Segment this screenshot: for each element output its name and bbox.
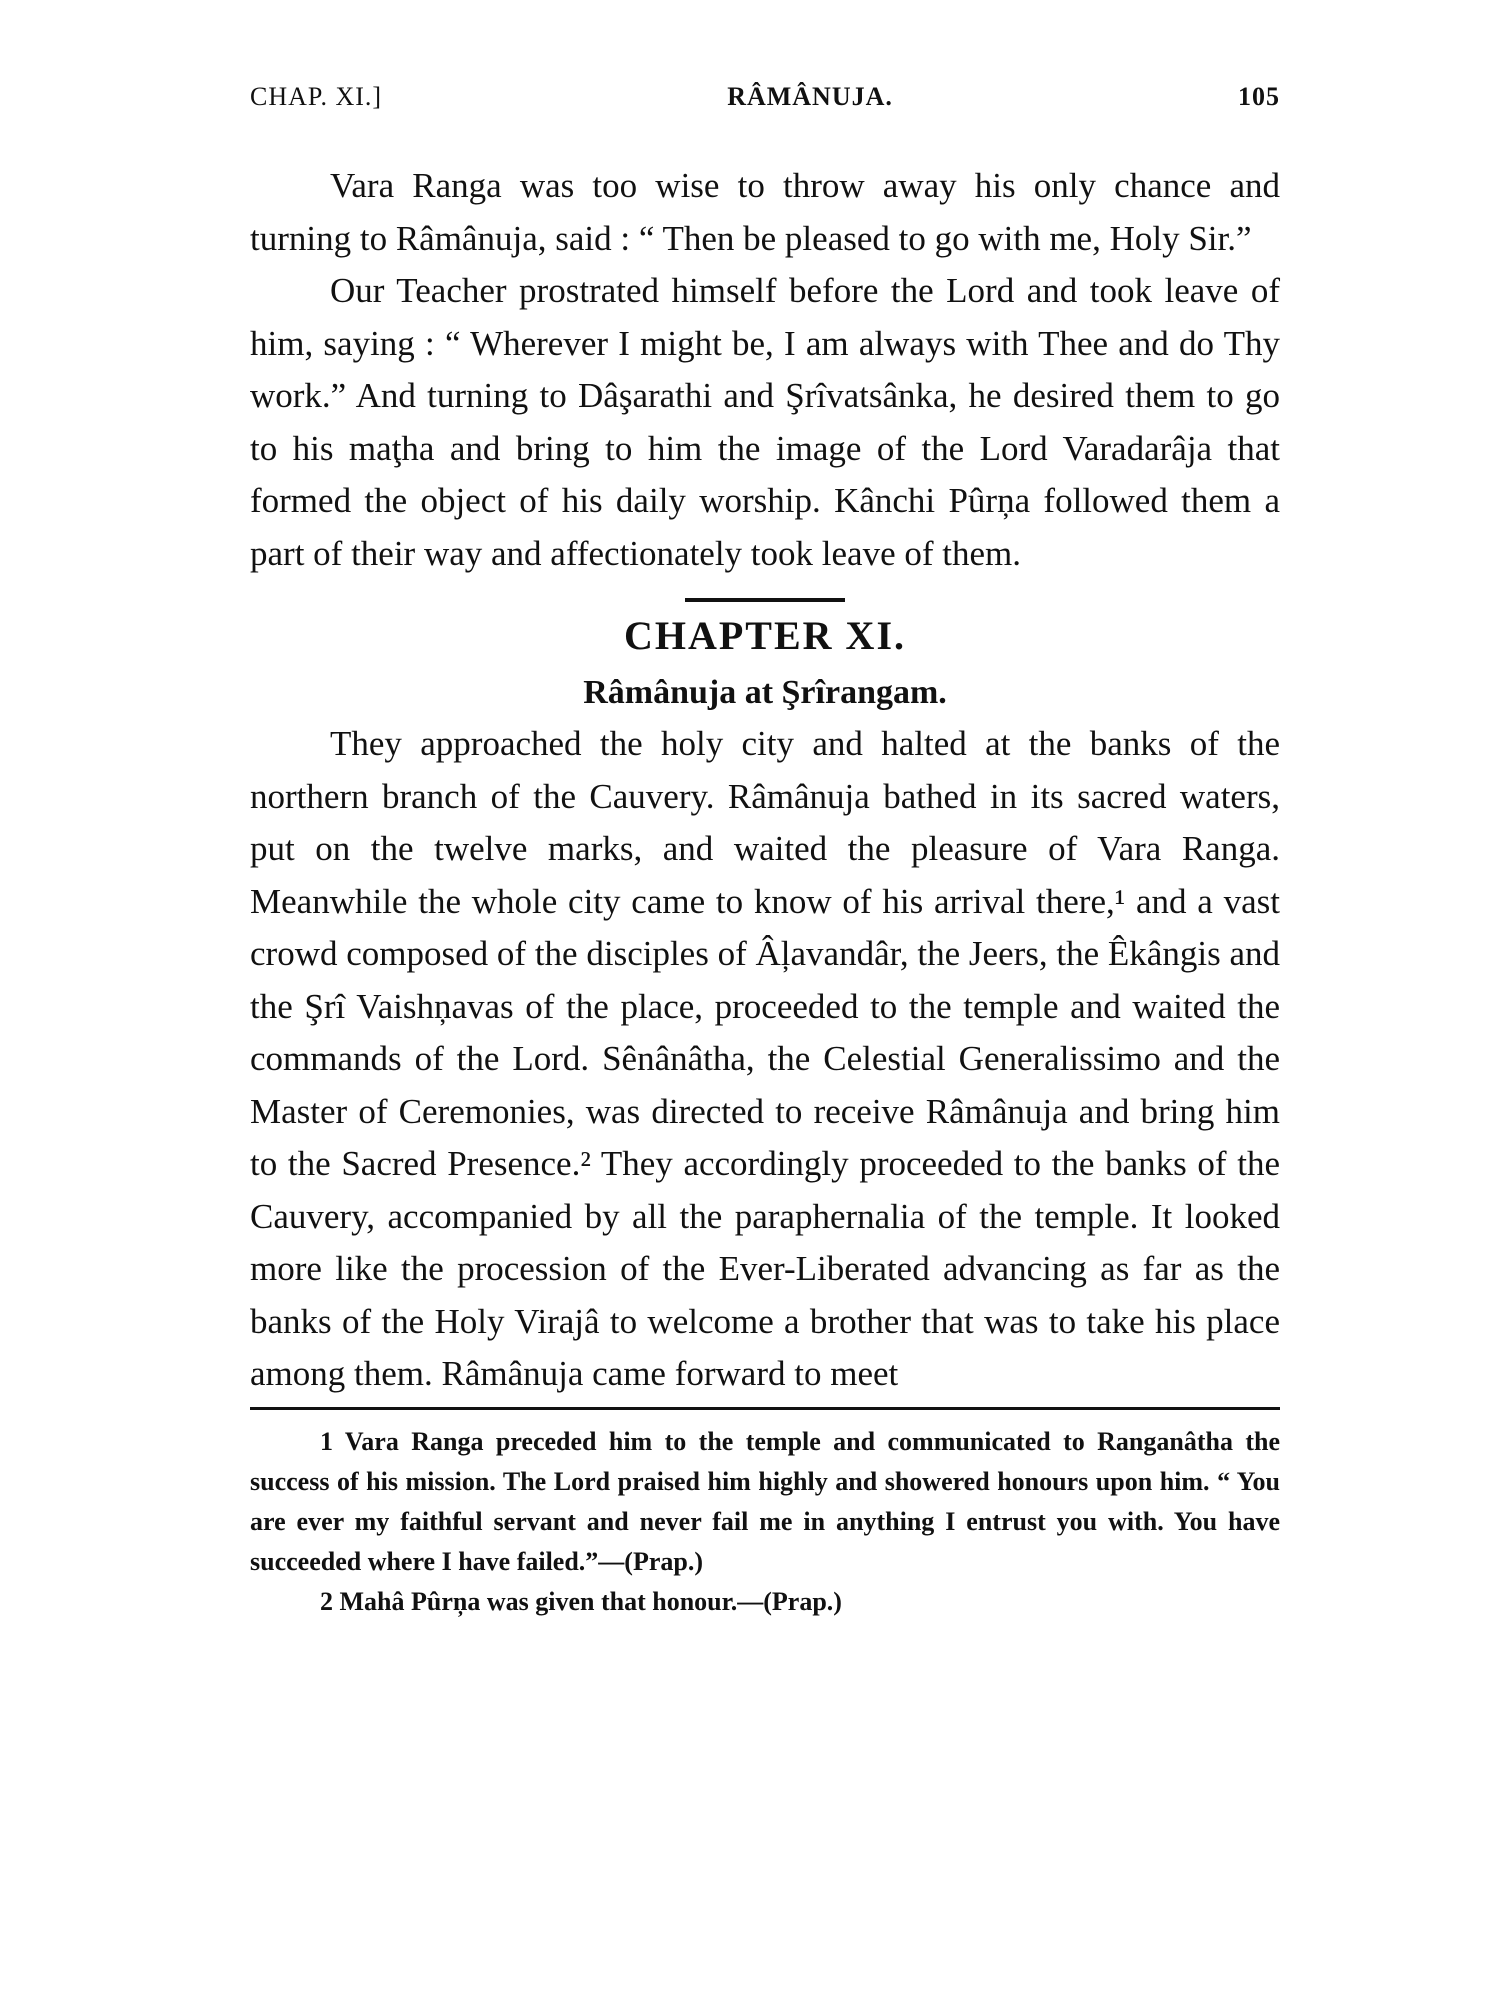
- footnote-1: 1 Vara Ranga preceded him to the temple and communicated to Ranganâtha the success of his mission. The Lord praised him highly and showered honours upon him. “ You are ever my faithful servant and never fail me in anything I entrust you with. You have succeeded where I have failed.”—(Prap.): [250, 1426, 1280, 1576]
- running-head-chapter: CHAP. XI.]: [250, 82, 383, 111]
- footnote-divider: [250, 1407, 1280, 1410]
- page-number: 105: [1238, 82, 1280, 111]
- footnote-2: 2 Mahâ Pûrņa was given that honour.—(Prap.): [320, 1586, 842, 1616]
- chapter-number: CHAPTER XI.: [623, 613, 907, 658]
- paragraph-our-teacher: Our Teacher prostrated himself before the Lord and took leave of him, saying : “ Wherever I might be, I am always with Thee and do Thy work.” And turning to Dâşarathi and Şrîvatsânka, he desired them to go to his maţha and bring to him the image of the Lord Varadarâja that formed the object of his daily worship. Kânchi Pûrņa followed them a part of their way and affectionately took leave of them.: [250, 271, 1280, 573]
- paragraph-vara-ranga: Vara Ranga was too wise to throw away his only chance and turning to Râmânuja, said : “ Then be pleased to go with me, Holy Sir.”: [250, 166, 1280, 258]
- chapter-divider: [685, 598, 845, 602]
- running-head-title: RÂMÂNUJA.: [727, 82, 893, 111]
- running-head: [250, 82, 1280, 132]
- chapter-title: Râmânuja at Şrîrangam.: [583, 674, 947, 711]
- paragraph-holy-city: They approached the holy city and halted at the banks of the northern branch of the Cauvery. Râmânuja bathed in its sacred waters, put on the twelve marks, and waited the pleasure of Vara Ranga. Meanwhile the whole city came to know of his arrival there,¹ and a vast crowd composed of the disciples of Âļavandâr, the Jeers, the Êkângis and the Şrî Vaishņavas of the place, proceeded to the temple and waited the commands of the Lord. Sênânâtha, the Celestial Generalissimo and the Master of Ceremonies, was directed to receive Râmânuja and bring him to the Sacred Presence.² They accordingly proceeded to the banks of the Cauvery, accompanied by all the paraphernalia of the temple. It looked more like the procession of the Ever-Liberated advancing as far as the banks of the Holy Virajâ to welcome a brother that was to take his place among them. Râmânuja came forward to meet: [250, 724, 1280, 1393]
- book-page: [250, 82, 1280, 1622]
